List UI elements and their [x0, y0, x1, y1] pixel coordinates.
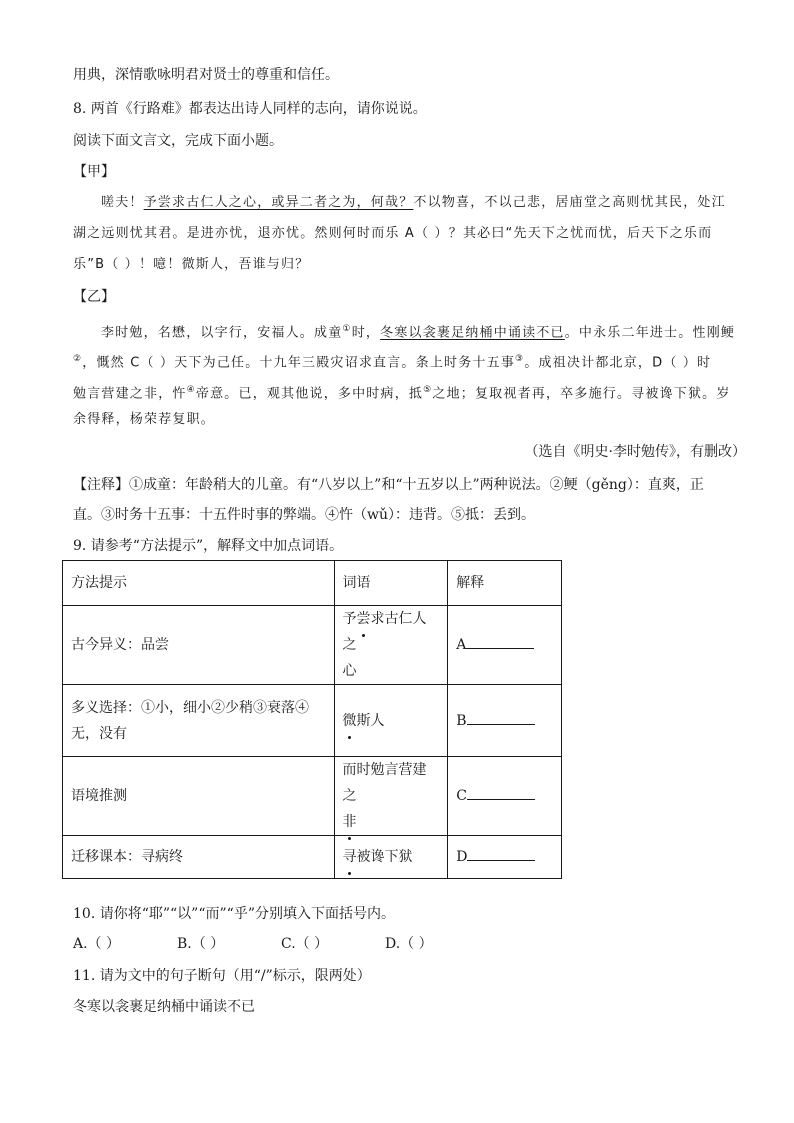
dotted-word: 尝: [357, 606, 371, 632]
yi-line-3: 勉言营建之非，忤④帝意。已，观其他说，多中时病，抵⑤之地；复取视者再，卒多施行。寻被谗下狱。岁: [73, 385, 731, 402]
question-9: 9. 请参考“方法提示”，解释文中加点词语。: [73, 538, 344, 554]
method-table: [62, 560, 562, 879]
header-explain: 解释: [448, 561, 562, 606]
notes-line-1: 【注释】①成童：年龄稍大的儿童。有“八岁以上”和“十五岁以上”两种说法。②鲠（gěng）：直爽，正: [73, 477, 704, 493]
jia-line-2: 湖之远则忧其君。是进亦忧，退亦忧。然则何时而乐 A（ ）？其必曰“先天下之忧而忧，后天下之乐而: [73, 226, 713, 241]
option-c[interactable]: C.（ ）: [281, 936, 329, 952]
jia-underlined-sentence: 予尝求古仁人之心，或异二者之为，何哉？: [143, 195, 414, 210]
answer-blank-a[interactable]: [466, 634, 534, 649]
header-method: 方法提示: [63, 561, 335, 606]
answer-blank-b[interactable]: [467, 710, 535, 725]
question-8: 8. 两首《行路难》都表达出诗人同样的志向，请你说说。: [73, 101, 427, 117]
table-row: 迁移课本：寻病终 寻被谗下狱 D: [63, 836, 562, 879]
yi-label: 【乙】: [73, 289, 115, 305]
table-header-row: [63, 561, 562, 606]
table-row: 语境推测 而时勉言营建之 非 C: [63, 757, 562, 836]
reading-instruction: 阅读下面文言文，完成下面小题。: [73, 133, 283, 149]
table-row: 多义选择：①小，细小②少稍③衰落④ 无，没有 微斯人 B: [63, 685, 562, 757]
notes-line-2: 直。③时务十五事：十五件时事的弊端。④忤（wǔ）：违背。⑤抵：丢到。: [73, 507, 535, 523]
option-d[interactable]: D.（ ）: [385, 936, 433, 952]
option-a[interactable]: A.（ ）: [73, 936, 121, 952]
q11-sentence: 冬寒以衾裹足纳桶中诵读不已: [73, 999, 255, 1015]
yi-line-4: 余得释，杨荣荐复职。: [73, 412, 216, 427]
answer-blank-d[interactable]: [467, 846, 535, 861]
dotted-word: 寻: [343, 844, 357, 870]
dotted-word: 微: [343, 708, 357, 734]
yi-underlined-sentence: 冬寒以衾裹足纳桶中诵读不已: [380, 325, 565, 341]
header-word: 词语: [334, 561, 448, 606]
yi-line-2: ②，慨然 C（ ）天下为己任。十九年三殿灾诏求直言。条上时务十五事③。成祖决计都北京，D（ ）时: [73, 354, 712, 371]
answer-blank-c[interactable]: [467, 785, 535, 800]
question-10: 10. 请你将“耶”“以”“而”“乎”分别填入下面括号内。: [73, 906, 395, 922]
jia-line-1: 嗟夫！予尝求古仁人之心，或异二者之为，何哉？不以物喜，不以己悲，居庙堂之高则忧其民，处江: [101, 195, 726, 210]
question-11: 11. 请为文中的句子断句（用“/”标示，限两处）: [73, 968, 371, 984]
source-citation: （选自《明史·李时勉传》，有删改）: [524, 444, 746, 460]
intro-line: 用典，深情歌咏明君对贤士的尊重和信任。: [73, 67, 339, 83]
table-row: 古今异义：品尝 予尝求古仁人之 心 A: [63, 606, 562, 685]
option-b[interactable]: B.（ ）: [177, 936, 225, 952]
dotted-word: 非: [343, 809, 357, 835]
jia-label: 【甲】: [73, 164, 115, 180]
yi-line-1: 李时勉，名懋，以字行，安福人。成童①时，冬寒以衾裹足纳桶中诵读不已。中永乐二年进士。性刚鲠: [101, 324, 736, 341]
q10-options: [73, 934, 489, 954]
jia-line-3: 乐”B（ ）！噫！微斯人，吾谁与归？: [73, 257, 310, 272]
